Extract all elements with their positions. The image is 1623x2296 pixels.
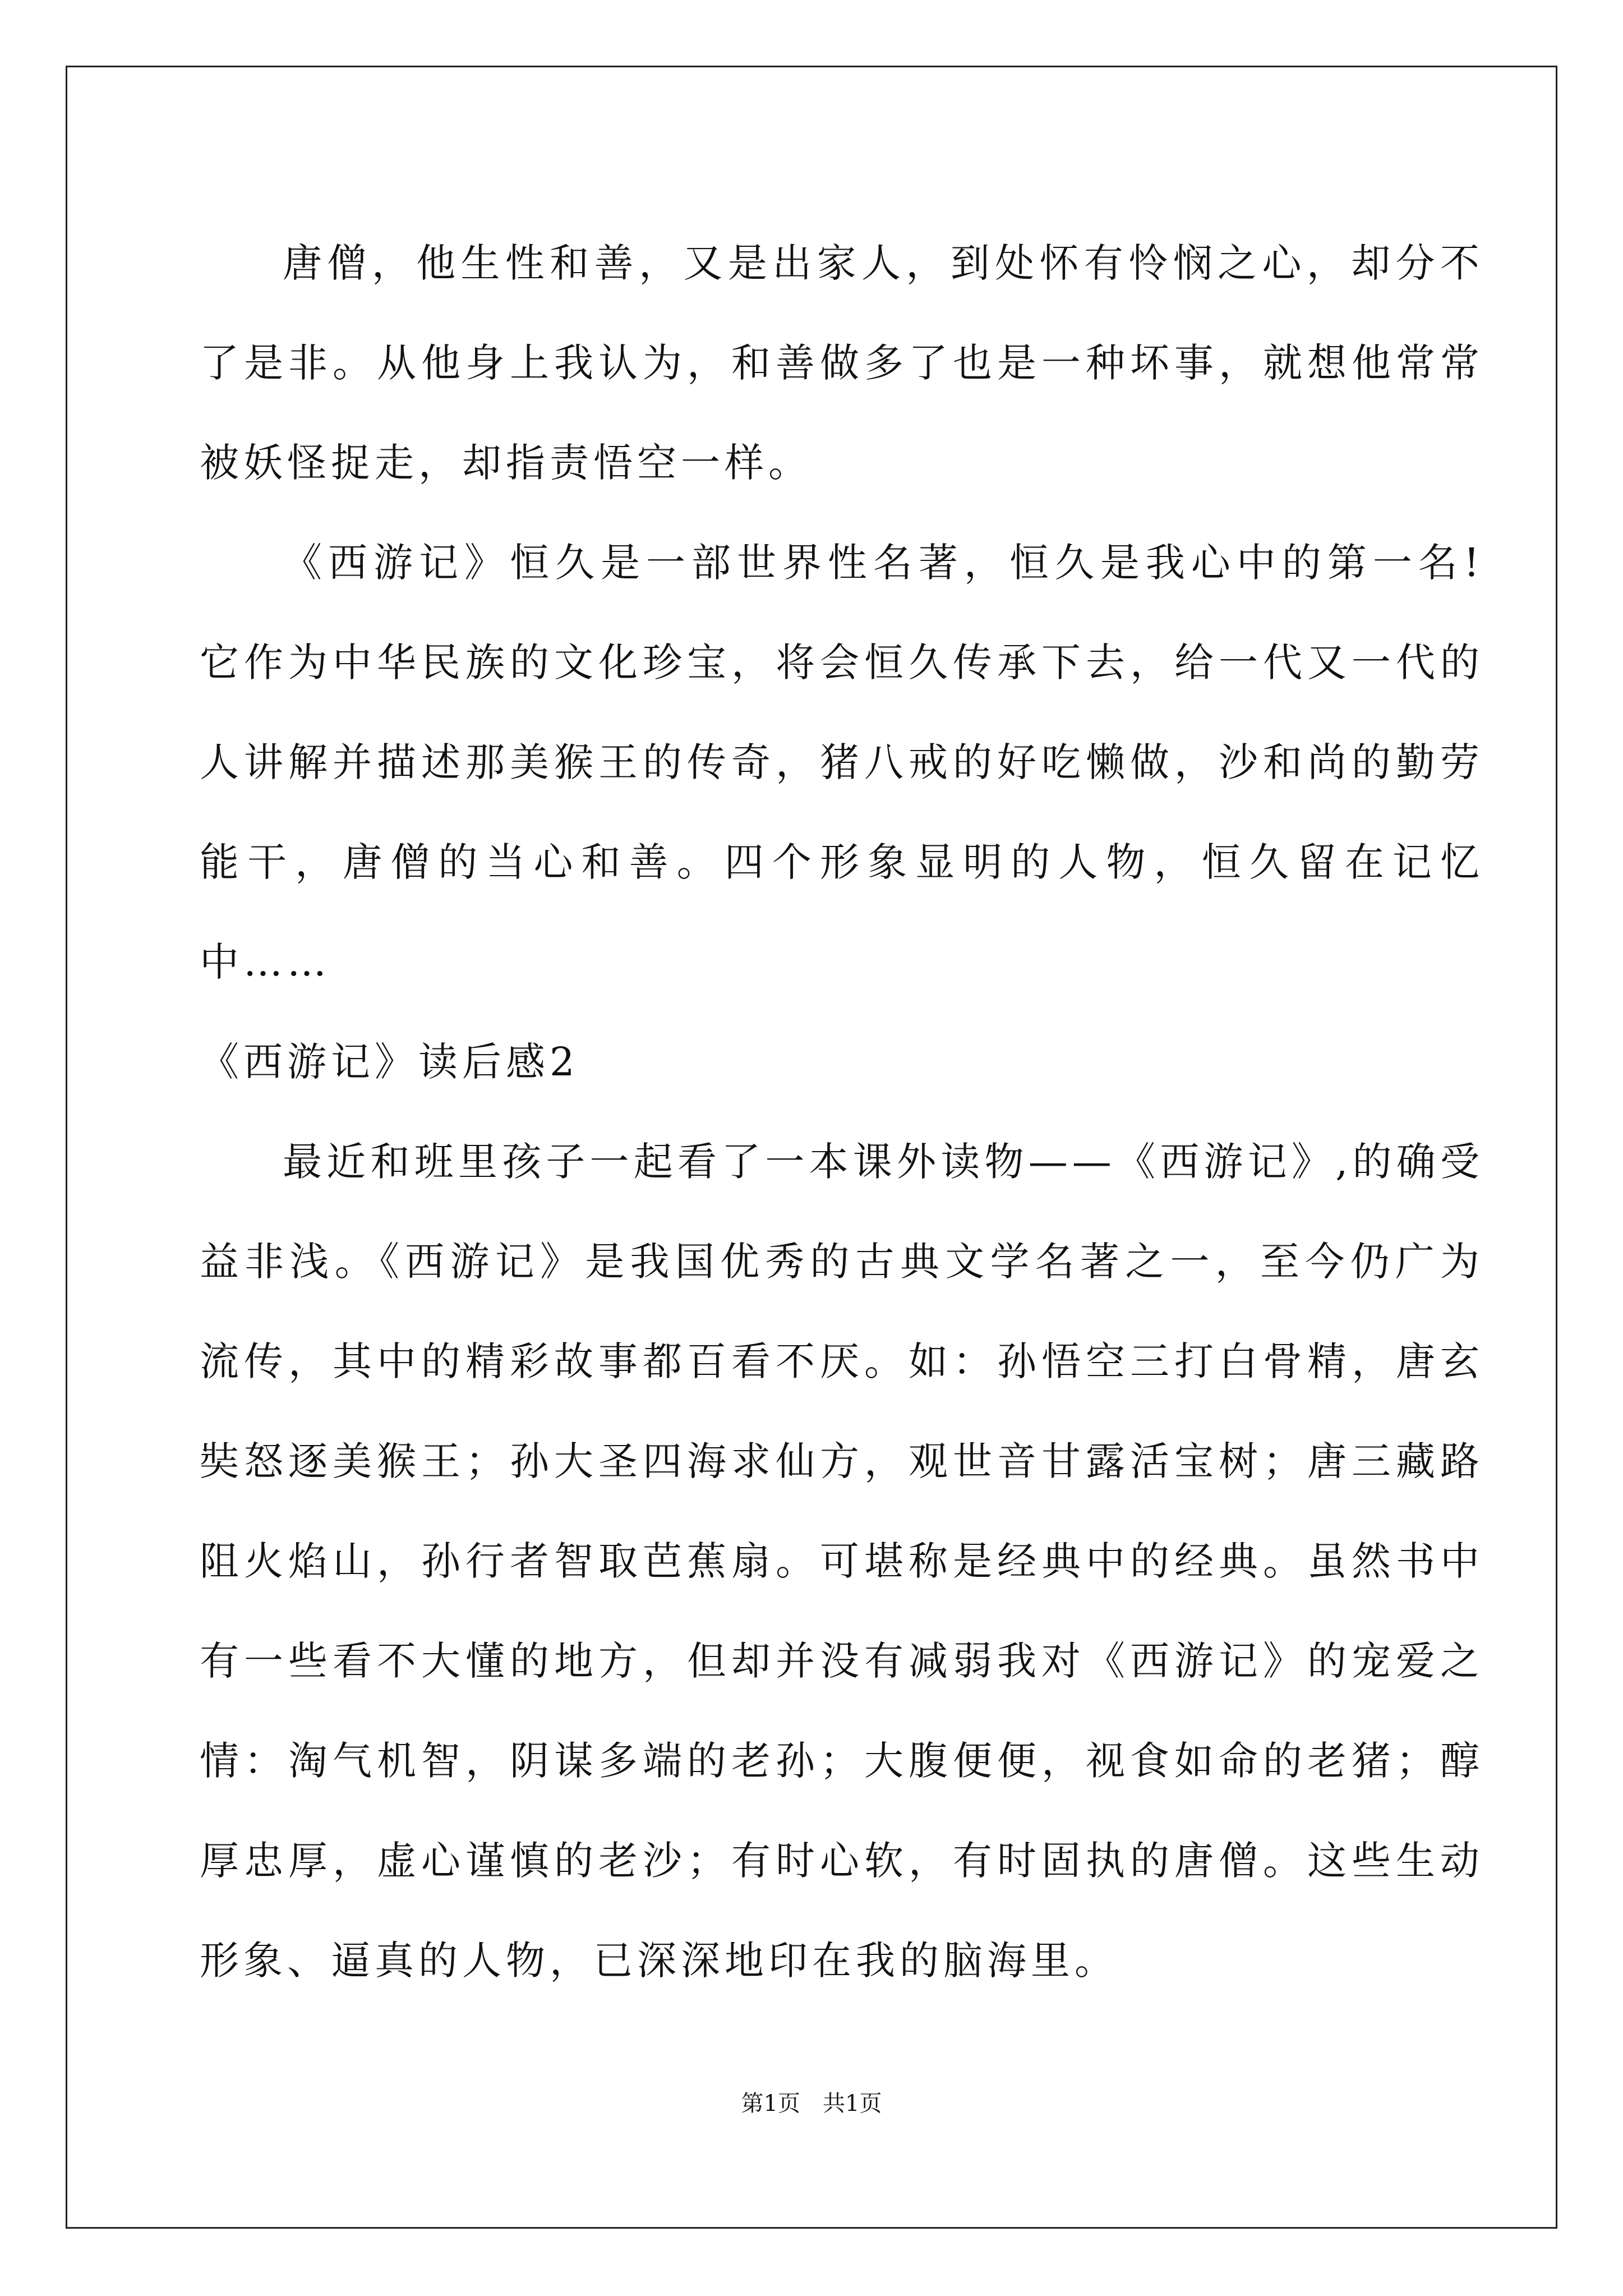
paragraph-tang-seng: 唐僧，他生性和善，又是出家人，到处怀有怜悯之心，却分不了是非。从他身上我认为，和善做多了也是一种坏事，就想他常常被妖怪捉走，却指责悟空一样。 bbox=[200, 240, 1484, 486]
document-body bbox=[200, 213, 1484, 2010]
section-heading: 《西游记》读后感2 bbox=[200, 1039, 579, 1085]
page-number-footer: 第1页 共1页 bbox=[741, 2091, 882, 2116]
paragraph-journey-west-classic: 《西游记》恒久是一部世界性名著，恒久是我心中的第一名!它作为中华民族的文化珍宝，将会恒久传承下去，给一代又一代的人讲解并描述那美猴王的传奇，猪八戒的好吃懒做，沙和尚的勤劳能干，唐僧的当心和善。四个形象显明的人物，恒久留在记忆中…… bbox=[200, 540, 1484, 985]
paragraph-reading-reflection: 最近和班里孩子一起看了一本课外读物——《西游记》,的确受益非浅。《西游记》是我国优秀的古典文学名著之一，至今仍广为流传，其中的精彩故事都百看不厌。如：孙悟空三打白骨精，唐玄奘怒逐美猴王；孙大圣四海求仙方，观世音甘露活宝树；唐三藏路阻火焰山，孙行者智取芭蕉扇。可堪称是经典中的经典。虽然书中有一些看不大懂的地方，但却并没有减弱我对《西游记》的宠爱之情：淘气机智，阴谋多端的老孙；大腹便便，视食如命的老猪；醇厚忠厚，虚心谨慎的老沙；有时心软，有时固执的唐僧。这些生动形象、逼真的人物，已深深地印在我的脑海里。 bbox=[200, 1139, 1484, 1984]
